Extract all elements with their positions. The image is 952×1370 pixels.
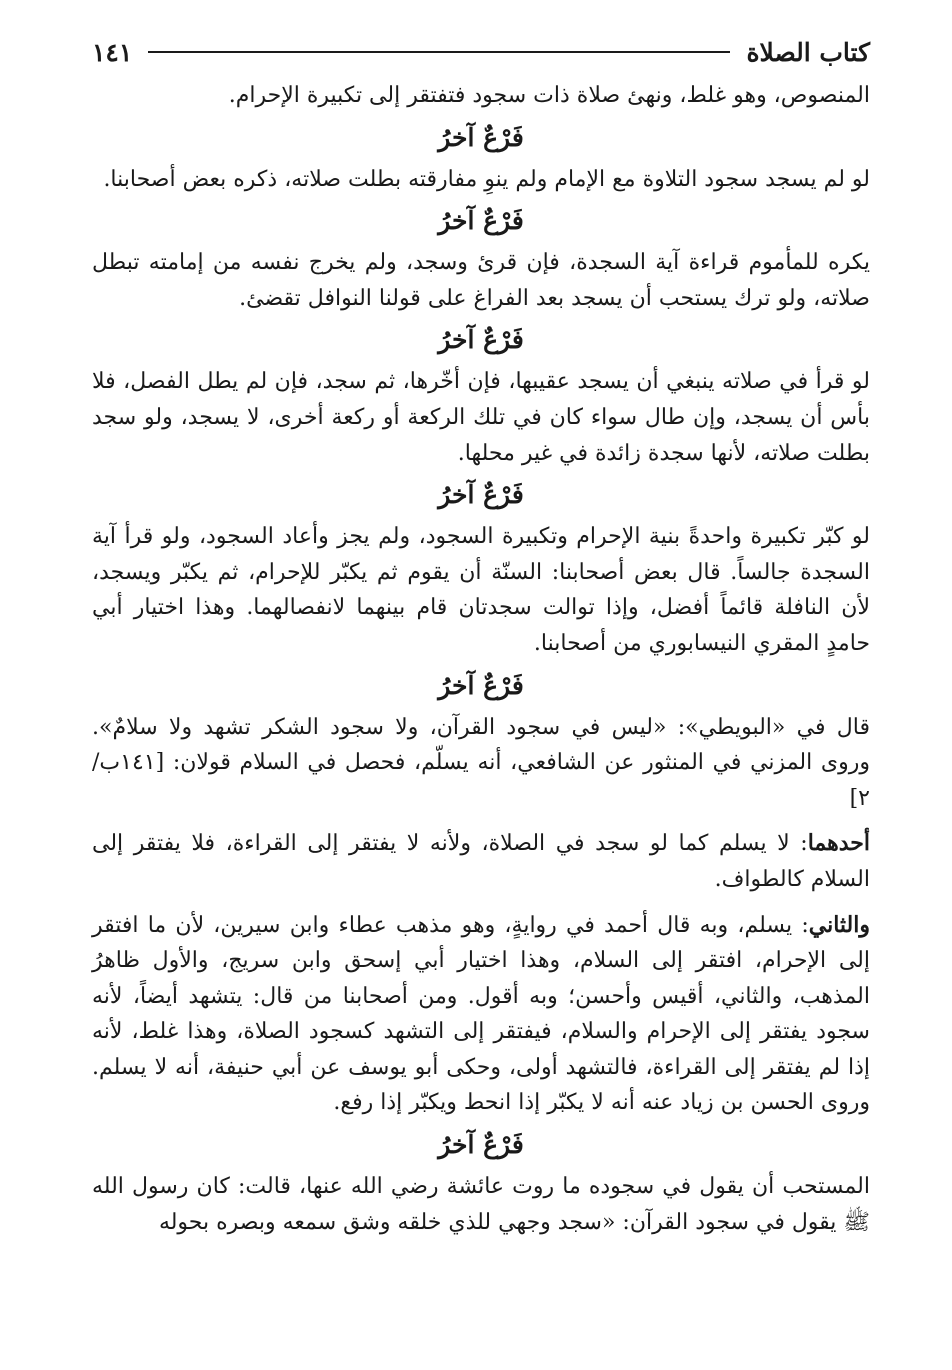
paragraph-intro: المنصوص، وهو غلط، ونهئ صلاة ذات سجود فتفتقر إلى تكبيرة الإحرام. [228,83,870,108]
paragraph: لو لم يسجد سجود التلاوة مع الإمام ولم ينوِ مفارقته بطلت صلاته، ذكره بعض أصحابنا. [103,166,870,192]
paragraph: المستحب أن يقول في سجوده ما روت عائشة رضي الله عنها، قالت: كان رسول الله ﷺ يقول في سجود القرآن: «سجد وجهي للذي خلقه وشق سمعه وبصره بحوله [92,1174,870,1235]
lead-word: والثاني [808,911,870,938]
paragraph-first-opinion [92,826,870,897]
section-heading: فَرْعٌ آخرُ [438,1130,524,1160]
paragraph-second-opinion [92,908,870,1122]
section-heading: فَرْعٌ آخرُ [438,670,524,700]
paragraph: لو قرأ في صلاته ينبغي أن يسجد عقيبها، فإن أخّرها، ثم سجد، فإن لم يطل الفصل، فلا بأس أن يسجد، وإن طال سواء كان في تلك الركعة أو ركعة أخرى، لا يسجد، ولو سجد بطلت صلاته، لأنها سجدة زائدة في غير محلها. [92,369,870,466]
paragraph-text: : لا يسلم كما لو سجد في الصلاة، ولأنه لا يفتقر إلى القراءة، فلا يفتقر إلى السلام كالطواف. [92,831,870,892]
header-rule [148,51,730,53]
section-heading: فَرْعٌ آخرُ [438,122,524,152]
paragraph: يكره للمأموم قراءة آية السجدة، فإن قرئ وسجد، ولم يخرج نفسه من إمامته تبطل صلاته، ولو ترك يستحب أن يسجد بعد الفراغ على قولنا النوافل تقضئ. [92,250,870,311]
paragraph-text: : يسلم، وبه قال أحمد في روايةٍ، وهو مذهب عطاء وابن سيرين، لأن ما افتقر إلى الإحرام، افتقر إلى السلام، وهذا اختيار أبي إسحق وابن سريج، والأول ظاهرُ المذهب، والثاني، أقيس وأحسن؛ وبه أقول. ومن أصحابنا من قال: يتشهد أيضاً، لأنه سجود يفتقر إلى الإحرام والسلام، فيفتقر إلى التشهد كسجود الصلاة، وهذا غلط، لأنه إذا لم يفتقر إلى القراءة، فالتشهد أولى، وحكى أبو يوسف عن أبي حنيفة، أنه لا يسلم. وروى الحسن بن زياد عنه أنه لا يكبّر إذا انحط ويكبّر إذا رفع. [92,912,870,1116]
running-header [92,34,870,70]
section-heading: فَرْعٌ آخرُ [438,480,524,510]
paragraph: قال في «البويطي»: «ليس في سجود القرآن، ولا سجود الشكر تشهد ولا سلامٌ». وروى المزني في المنثور عن الشافعي، أنه يسلّم، فحصل في السلام قولان: [١٤١ب/ ٢] [92,714,870,811]
page-number: ١٤١ [92,37,133,67]
section-heading: فَرْعٌ آخرُ [438,206,524,236]
paragraph: لو كبّر تكبيرة واحدةً بنية الإحرام وتكبيرة السجود، ولم يجز وأعاد السجود، ولو قرأ آية السجدة جالساً. قال بعض أصحابنا: السنّة أن يقوم ثم يكبّر للإحرام، ثم يكبّر ويسجد، لأن النافلة قائماً أفضل، وإذا توالت سجدتان قام بينهما لانفصالهما. وهذا اختيار أبي حامدٍ المقري النيسابوري من أصحابنا. [92,524,870,656]
section-heading: فَرْعٌ آخرُ [438,325,524,355]
lead-word: أحدهما [807,830,870,857]
chapter-title: كتاب الصلاة [746,37,870,67]
